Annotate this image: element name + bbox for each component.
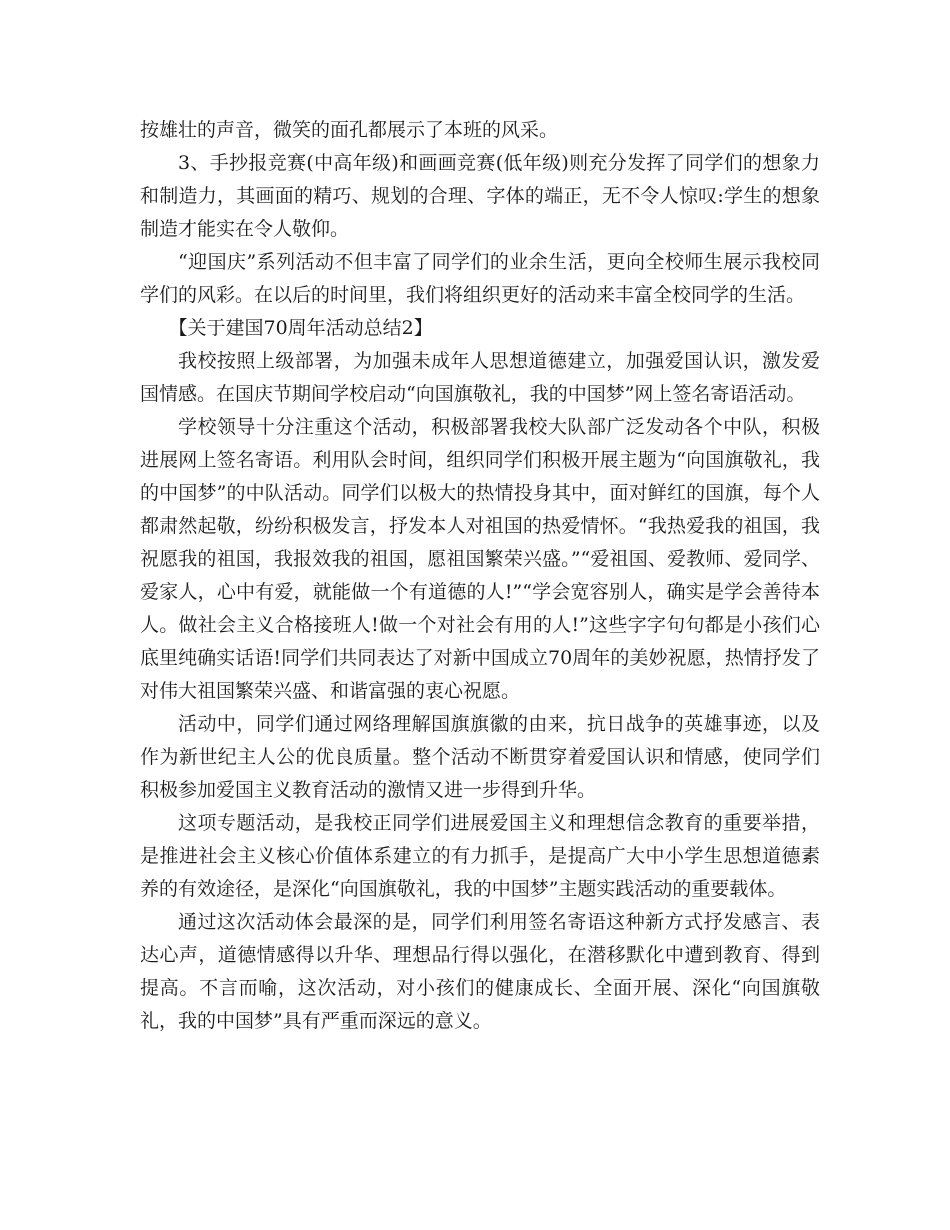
paragraph-conclusion: 通过这次活动体会最深的是，同学们利用签名寄语这种新方式抒发感言、表达心声，道德情感得以升华、理想品行得以强化，在潜移默化中遭到教育、得到提高。不言而喻，这次活动，对小孩们的健康成长、全面开展、深化“向国旗敬礼，我的中国梦”具有严重而深远的意义。 [140,911,820,1032]
paragraph-school-deployment: 我校按照上级部署，为加强未成年人思想道德建立，加强爱国认识，激发爱国情感。在国庆节期间学校启动“向国旗敬礼，我的中国梦”网上签名寄语活动。 [140,350,820,405]
paragraph-continuation: 按雄壮的声音，微笑的面孔都展示了本班的风采。 [140,119,559,141]
document-page [140,114,820,1038]
paragraph-activity-learning: 活动中，同学们通过网络理解国旗旗徽的由来，抗日战争的英雄事迹，以及作为新世纪主人公的优良质量。整个活动不断贯穿着爱国认识和情感，使同学们积极参加爱国主义教育活动的激情又进一步得到升华。 [140,713,820,801]
section-heading: 【关于建国70周年活动总结2】 [168,317,433,339]
paragraph-leadership-activity: 学校领导十分注重这个活动，积极部署我校大队部广泛发动各个中队，积极进展网上签名寄语。利用队会时间，组织同学们积极开展主题为“向国旗敬礼，我的中国梦”的中队活动。同学们以极大的热情投身其中，面对鲜红的国旗，每个人都肃然起敬，纷纷积极发言，抒发本人对祖国的热爱情怀。“我热爱我的祖国，我祝愿我的祖国，我报效我的祖国，愿祖国繁荣兴盛。”“爱祖国、爱教师、爱同学、爱家人，心中有爱，就能做一个有道德的人!”“学会宽容别人，确实是学会善待本人。做社会主义合格接班人!做一个对社会有用的人!”这些字字句句都是小孩们心底里纯确实话语!同学们共同表达了对新中国成立70周年的美妙祝愿，热情抒发了对伟大祖国繁荣兴盛、和谐富强的衷心祝愿。 [140,416,820,702]
paragraph-handcopy-contest: 3、手抄报竞赛(中高年级)和画画竞赛(低年级)则充分发挥了同学们的想象力和制造力，其画面的精巧、规划的合理、字体的端正，无不令人惊叹:学生的想象制造才能实在令人敬仰。 [140,152,820,240]
paragraph-national-day-series: “迎国庆”系列活动不但丰富了同学们的业余生活，更向全校师生展示我校同学们的风彩。在以后的时间里，我们将组织更好的活动来丰富全校同学的生活。 [140,251,820,306]
paragraph-special-activity: 这项专题活动，是我校正同学们进展爱国主义和理想信念教育的重要举措，是推进社会主义核心价值体系建立的有力抓手，是提高广大中小学生思想道德素养的有效途径，是深化“向国旗敬礼，我的中国梦”主题实践活动的重要载体。 [140,812,820,900]
